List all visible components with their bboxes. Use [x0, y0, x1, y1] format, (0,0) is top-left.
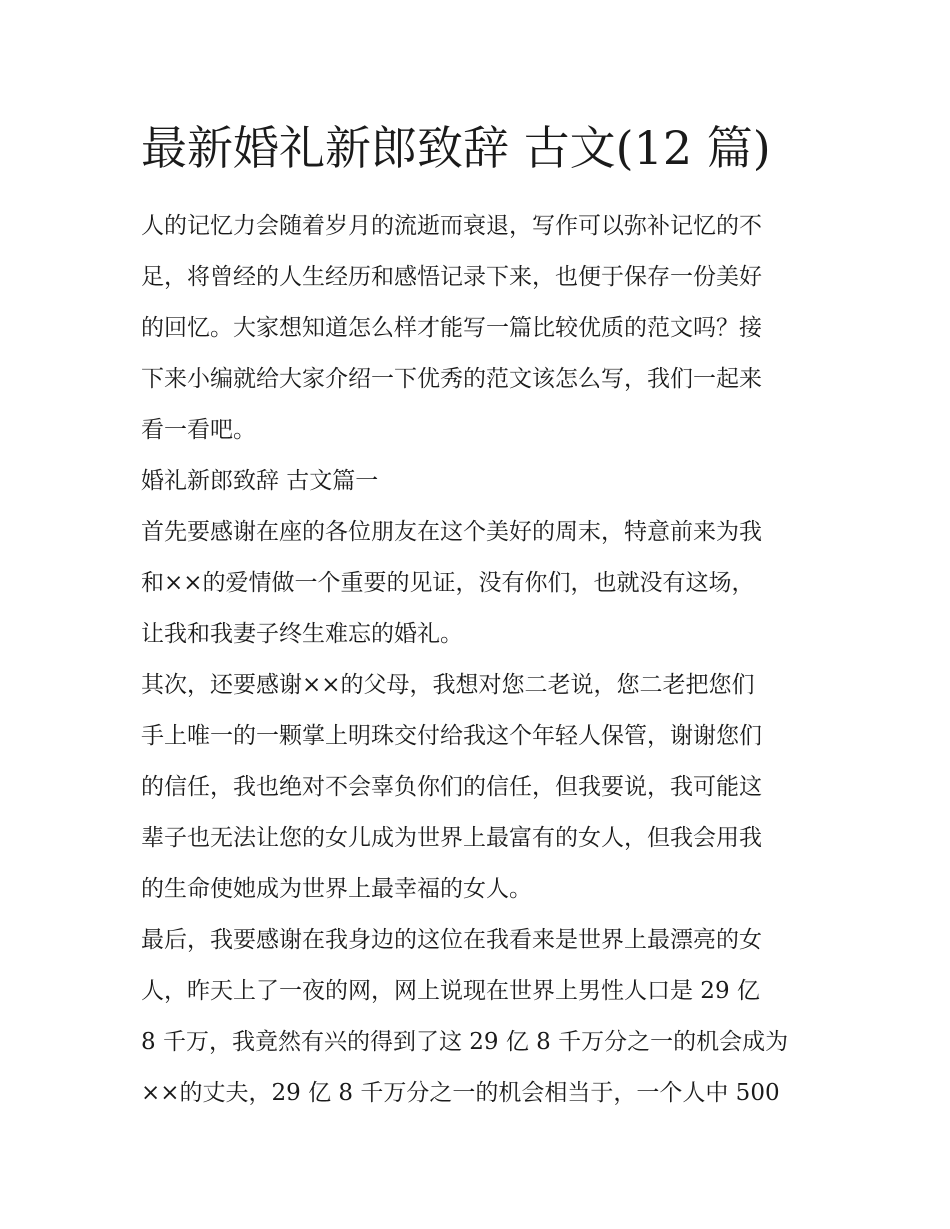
intro-line-2: 足，将曾经的人生经历和感悟记录下来，也便于保存一份美好	[141, 264, 762, 290]
intro-line-3: 的回忆。大家想知道怎么样才能写一篇比较优质的范文吗？接	[141, 315, 762, 341]
paragraph-line: 其次，还要感谢××的父母，我想对您二老说，您二老把您们	[141, 672, 755, 698]
section-heading: 婚礼新郎致辞 古文篇一	[141, 468, 379, 494]
intro-line-4: 下来小编就给大家介绍一下优秀的范文该怎么写，我们一起来	[141, 366, 762, 392]
document-body	[141, 201, 813, 1119]
paragraph-line: 最后，我要感谢在我身边的这位在我看来是世界上最漂亮的女	[141, 927, 762, 953]
paragraph-line: 的信任，我也绝对不会辜负你们的信任，但我要说，我可能这	[141, 774, 762, 800]
document-content	[141, 112, 813, 1119]
paragraph-line: 手上唯一的一颗掌上明珠交付给我这个年轻人保管，谢谢您们	[141, 723, 762, 749]
paragraph-line: ××的丈夫，29 亿 8 千万分之一的机会相当于，一个人中 500	[141, 1080, 780, 1106]
paragraph-line: 8 千万，我竟然有兴的得到了这 29 亿 8 千万分之一的机会成为	[141, 1029, 789, 1055]
document-title: 最新婚礼新郎致辞 古文(12 篇)	[141, 121, 771, 175]
paragraph-line: 辈子也无法让您的女儿成为世界上最富有的女人，但我会用我	[141, 825, 762, 851]
paragraph-line: 人，昨天上了一夜的网，网上说现在世界上男性人口是 29 亿	[141, 978, 760, 1004]
paragraph-line: 的生命使她成为世界上最幸福的女人。	[141, 876, 532, 902]
paragraph-line: 让我和我妻子终生难忘的婚礼。	[141, 621, 463, 647]
paragraph-line: 和××的爱情做一个重要的见证，没有你们，也就没有这场，	[141, 570, 755, 596]
intro-line-5: 看一看吧。	[141, 417, 256, 443]
paragraph-line: 首先要感谢在座的各位朋友在这个美好的周末，特意前来为我	[141, 519, 762, 545]
intro-line-1: 人的记忆力会随着岁月的流逝而衰退，写作可以弥补记忆的不	[141, 213, 762, 239]
